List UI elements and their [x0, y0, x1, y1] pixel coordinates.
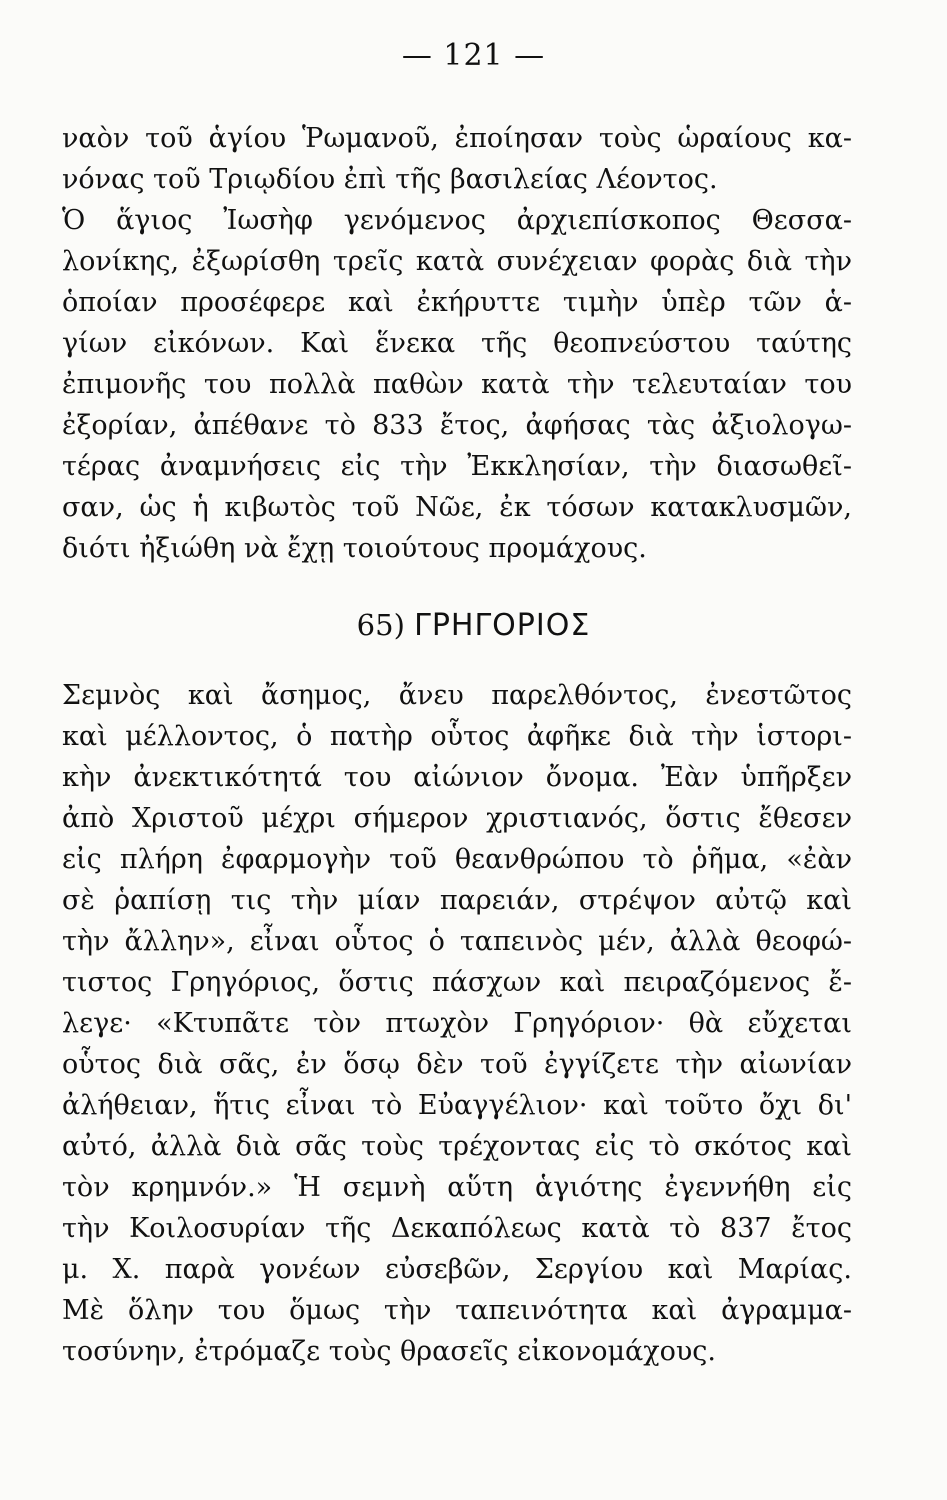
text-line: ναὸν τοῦ ἁγίου Ῥωμανοῦ, ἐποίησαν τοὺς ὡραίους κα- [62, 123, 852, 154]
text-line: λεγε· «Κτυπᾶτε τὸν πτωχὸν Γρηγόριον· θὰ εὔχεται [62, 1008, 852, 1039]
text-line: τοσύνην, ἐτρόμαζε τοὺς θρασεῖς εἰκονομάχους. [62, 1336, 717, 1367]
text-line: τὸν κρημνόν.» Ἡ σεμνὴ αὕτη ἁγιότης ἐγεννήθη εἰς [62, 1172, 852, 1203]
text-line: τὴν Κοιλοσυρίαν τῆς Δεκαπόλεως κατὰ τὸ 837 ἔτος [62, 1213, 852, 1244]
text-line: ἐπιμονῆς του πολλὰ παθὼν κατὰ τὴν τελευταίαν του [62, 369, 852, 400]
text-line: τιστος Γρηγόριος, ὅστις πάσχων καὶ πειραζόμενος ἔ- [62, 967, 852, 998]
text-line: εἰς πλήρη ἐφαρμογὴν τοῦ θεανθρώπου τὸ ῥῆμα, «ἐὰν [62, 844, 852, 875]
section-2-body [62, 675, 852, 1372]
text-line: τέρας ἀναμνήσεις εἰς τὴν Ἐκκλησίαν, τὴν διασωθεῖ- [62, 451, 852, 482]
text-line: σαν, ὡς ἡ κιβωτὸς τοῦ Νῶε, ἐκ τόσων κατακλυσμῶν, [62, 492, 852, 523]
text-line: Ὁ ἅγιος Ἰωσὴφ γενόμενος ἀρχιεπίσκοπος Θεσσα- [62, 205, 852, 236]
text-line: Μὲ ὅλην του ὅμως τὴν ταπεινότητα καὶ ἀγραμμα- [62, 1295, 852, 1326]
text-line: διότι ἠξιώθη νὰ ἔχῃ τοιούτους προμάχους. [62, 533, 647, 564]
section-1-body [62, 118, 852, 569]
text-line: νόνας τοῦ Τριῳδίου ἐπὶ τῆς βασιλείας Λέοντος. [62, 164, 718, 195]
text-line: τὴν ἄλλην», εἶναι οὗτος ὁ ταπεινὸς μέν, ἀλλὰ θεοφώ- [62, 926, 852, 957]
text-line: ἀλήθειαν, ἥτις εἶναι τὸ Εὐαγγέλιον· καὶ τοῦτο ὄχι δι' [62, 1090, 852, 1121]
page-number: — 121 — [401, 38, 546, 73]
section-heading [0, 600, 947, 651]
text-line: ἀπὸ Χριστοῦ μέχρι σήμερον χριστιανός, ὅστις ἔθεσεν [62, 803, 852, 834]
text-line: καὶ μέλλοντος, ὁ πατὴρ οὗτος ἀφῆκε διὰ τὴν ἱστορι- [62, 721, 852, 752]
section-title: ΓΡΗΓΟΡΙΟΣ [414, 608, 591, 643]
text-line: γίων εἰκόνων. Καὶ ἕνεκα τῆς θεοπνεύστου ταύτης [62, 328, 852, 359]
text-line: λονίκης, ἐξωρίσθη τρεῖς κατὰ συνέχειαν φορὰς διὰ τὴν [62, 246, 852, 277]
section-number: 65) [356, 608, 405, 642]
text-line: κὴν ἀνεκτικότητά του αἰώνιον ὄνομα. Ἐὰν ὑπῆρξεν [62, 762, 852, 793]
text-line: μ. Χ. παρὰ γονέων εὐσεβῶν, Σεργίου καὶ Μαρίας. [62, 1254, 852, 1285]
text-line: Σεμνὸς καὶ ἄσημος, ἄνευ παρελθόντος, ἐνεστῶτος [62, 680, 852, 711]
text-line: ὁποίαν προσέφερε καὶ ἐκήρυττε τιμὴν ὑπὲρ τῶν ἁ- [62, 287, 852, 318]
text-line: αὐτό, ἀλλὰ διὰ σᾶς τοὺς τρέχοντας εἰς τὸ σκότος καὶ [62, 1131, 852, 1162]
text-line: οὗτος διὰ σᾶς, ἐν ὅσῳ δὲν τοῦ ἐγγίζετε τὴν αἰωνίαν [62, 1049, 852, 1080]
text-line: σὲ ῥαπίσῃ τις τὴν μίαν παρειάν, στρέψον αὐτῷ καὶ [62, 885, 852, 916]
text-line: ἐξορίαν, ἀπέθανε τὸ 833 ἔτος, ἀφήσας τὰς ἀξιολογω- [62, 410, 852, 441]
